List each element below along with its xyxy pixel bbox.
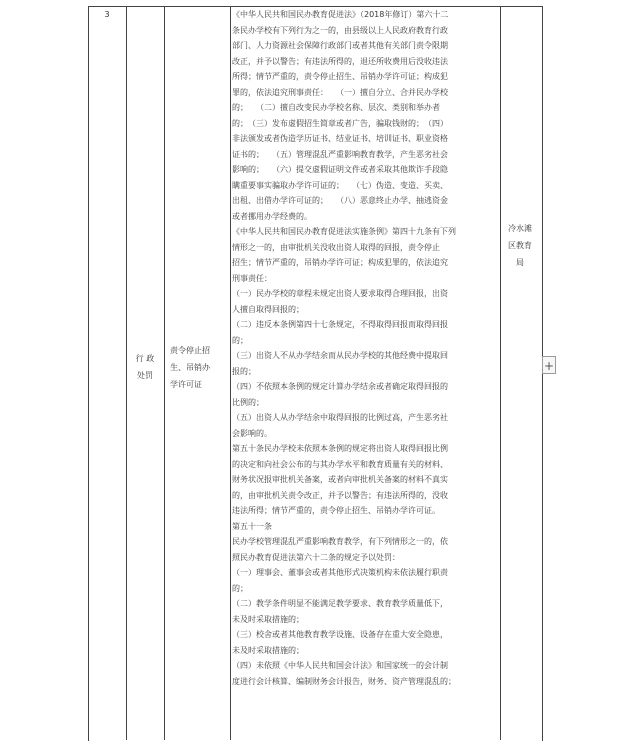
legal-text-line: 的； （三）发布虚假招生简章或者广告，骗取钱财的； （四） [232, 118, 448, 128]
legal-text-line: 人擅自取得回报的； [232, 304, 304, 314]
legal-text-line: 《中华人民共和国民办教育促进法实施条例》第四十九条有下列 [232, 227, 456, 236]
legal-text-line: 的； （二）擅自改变民办学校名称、层次、类别和举办者 [232, 103, 440, 112]
power-item-line: 学许可证 [170, 380, 202, 389]
legal-basis-cell [232, 7, 498, 689]
legal-text-line: 的； [232, 335, 248, 345]
legal-text-line: 证书的； （五）管理混乱严重影响教育教学，产生恶劣社会 [232, 149, 448, 159]
legal-text-line: 《中华人民共和国民办教育促进法》（2018年修订）第六十二 [232, 10, 449, 19]
department-cell [500, 220, 540, 271]
department-line: 区教育 [508, 241, 532, 250]
legal-text-line: 第五十条民办学校未依照本条例的规定将出资人取得回报比例 [232, 444, 448, 453]
legal-text-line: 的，由审批机关责令改正，并予以警告；有违法所得的，没收 [232, 490, 448, 500]
power-item-line: 责令停止招 [170, 346, 210, 355]
column-divider [164, 6, 165, 740]
row-number: 3 [104, 10, 110, 19]
legal-text-line: 民办学校管理混乱严重影响教育教学，有下列情形之一的，依 [232, 537, 448, 546]
legal-text-line: （四）未依照《中华人民共和国会计法》和国家统一的会计制 [232, 661, 448, 670]
legal-text-line: （一）民办学校的章程未规定出资人要求取得合理回报，出资 [232, 289, 448, 298]
legal-text-line: （三）出资人不从办学结余而从民办学校的其他经费中提取回 [232, 351, 448, 360]
legal-text-line: 的； [232, 583, 248, 593]
legal-text-line: （三）校舍或者其他教育教学设施、设备存在重大安全隐患， [232, 630, 448, 639]
power-item-line: 生、吊销办 [170, 363, 210, 372]
legal-text-line: 会影响的。 [232, 428, 272, 438]
legal-text-line: 照民办教育促进法第六十二条的规定予以处罚： [232, 552, 400, 562]
legal-text-line: 度进行会计核算、编制财务会计报告，财务、资产管理混乱的； [232, 676, 456, 686]
legal-text-line: 瞒重要事实骗取办学许可证的； （七）伪造、变造、买卖、 [232, 180, 448, 190]
department-line: 局 [516, 258, 524, 267]
legal-text-line: 未及时采取措施的； [232, 614, 304, 624]
legal-text-line: 出租、出借办学许可证的； （八）恶意终止办学、抽逃资金 [232, 196, 448, 205]
legal-text-line: 第五十一条 [232, 521, 272, 531]
legal-text-line: （五）出资人从办学结余中取得回报的比例过高，产生恶劣社 [232, 413, 448, 422]
legal-text-line: 未及时采取措施的； [232, 645, 304, 655]
legal-text-line: 刑事责任： [232, 273, 272, 283]
legal-text-line: （一）理事会、董事会或者其他形式决策机构未依法履行职责 [232, 568, 448, 577]
legal-text-line: 招生；情节严重的，吊销办学许可证；构成犯罪的，依法追究 [232, 258, 448, 267]
legal-text-line: （二）违反本条例第四十七条规定，不得取得回报而取得回报 [232, 320, 448, 329]
legal-text-line: （四）不依照本条例的规定计算办学结余或者确定取得回报的 [232, 382, 448, 391]
legal-text-line: 报的； [232, 366, 256, 376]
legal-text-line: 所得；情节严重的，责令停止招生、吊销办学许可证；构成犯 [232, 72, 448, 81]
legal-text-line: 罪的，依法追究刑事责任： （一）擅自分立、合并民办学校 [232, 87, 448, 97]
power-type-line: 行 政 [135, 354, 155, 363]
power-type-line: 处罚 [137, 371, 153, 380]
legal-text-line: 的决定和向社会公布的与其办学水平和教育质量有关的材料、 [232, 459, 448, 469]
legal-text-line: 违法所得；情节严重的，责令停止招生、吊销办学许可证。 [232, 506, 440, 515]
legal-text-line: 比例的； [232, 397, 264, 407]
power-item-cell [170, 342, 228, 393]
legal-text-line: 财务状况报审批机关备案，或者向审批机关备案的材料不真实 [232, 475, 448, 484]
power-type-cell [126, 350, 164, 384]
legal-text-line: 部门、人力资源社会保障行政部门或者其他有关部门责令限期 [232, 41, 448, 50]
legal-text-line: 改正，并予以警告；有违法所得的，退还所收费用后没收违法 [232, 56, 448, 66]
department-line: 冷水滩 [508, 224, 532, 233]
legal-text-line: 非法颁发或者伪造学历证书、结业证书、培训证书、职业资格 [232, 134, 448, 143]
legal-text-line: 或者挪用办学经费的。 [232, 211, 312, 221]
column-divider [230, 6, 231, 740]
legal-text-line: （二）教学条件明显不能满足教学要求、教育教学质量低下， [232, 599, 448, 608]
legal-text-line: 情形之一的，由审批机关没收出资人取得的回报，责令停止 [232, 242, 440, 252]
column-divider [500, 6, 501, 740]
expand-button[interactable]: + [542, 356, 556, 374]
legal-text-line: 条民办学校有下列行为之一的，由县级以上人民政府教育行政 [232, 25, 448, 35]
legal-text-line: 影响的； （六）提交虚假证明文件或者采取其他欺诈手段隐 [232, 165, 448, 174]
